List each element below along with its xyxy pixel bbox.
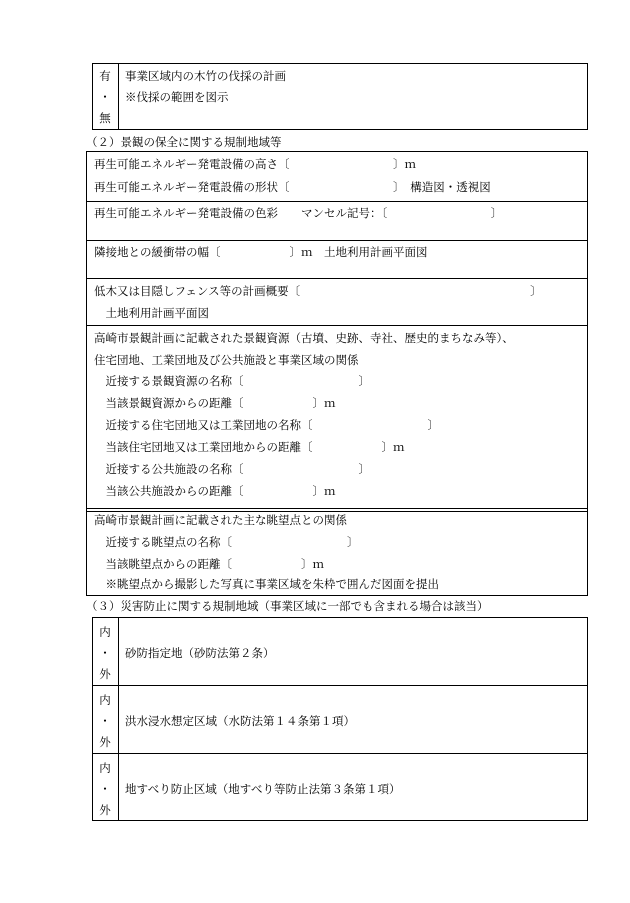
resource-line-1: 高崎市景観計画に記載された景観資源（古墳、史跡、寺社、歴史的まちなみ等）、 — [94, 331, 514, 345]
resource-line-7: 近接する公共施設の名称〔 〕 — [94, 462, 370, 476]
logging-mark-no: 無 — [99, 111, 111, 125]
landslide-area: 地すべり防止区域（地すべり等防止法第３条第１項） — [125, 782, 401, 796]
resource-line-2: 住宅団地、工業団地及び公共施設と事業区域の関係 — [94, 353, 359, 367]
sabo-mark-dot: ・ — [99, 646, 111, 660]
resource-line-5: 近接する住宅団地又は工業団地の名称〔 〕 — [94, 418, 439, 432]
landslide-mark-in: 内 — [99, 761, 111, 775]
sabo-mark-in: 内 — [99, 625, 111, 639]
logging-mark-yes: 有 — [99, 69, 111, 83]
flood-mark-dot: ・ — [99, 714, 111, 728]
equipment-color: 再生可能エネルギー発電設備の色彩 マンセル記号：〔 〕 — [94, 206, 503, 220]
logging-range-note: ※伐採の範囲を図示 — [125, 90, 229, 104]
viewpoint-line-2: 近接する眺望点の名称〔 〕 — [94, 535, 359, 549]
disaster-mark-divider — [118, 617, 119, 821]
flood-mark-out: 外 — [99, 735, 111, 749]
buffer-width: 隣接地との緩衝帯の幅〔 〕ｍ 土地利用計画平面図 — [94, 245, 428, 259]
landslide-mark-out: 外 — [99, 803, 111, 817]
flood-mark-in: 内 — [99, 693, 111, 707]
fence-plan: 低木又は目隠しフェンス等の計画概要〔 〕 — [94, 284, 542, 298]
flood-area: 洪水浸水想定区域（水防法第１４条第１項） — [125, 714, 355, 728]
equipment-shape: 再生可能エネルギー発電設備の形状〔 〕 構造図・透視図 — [94, 180, 491, 194]
resource-line-8: 当該公共施設からの距離〔 〕ｍ — [94, 484, 336, 498]
row-divider — [86, 240, 588, 241]
viewpoint-line-3: 当該眺望点からの距離〔 〕ｍ — [94, 557, 324, 571]
viewpoint-line-1: 高崎市景観計画に記載された主な眺望点との関係 — [94, 513, 347, 527]
row-divider — [92, 753, 588, 754]
row-divider — [92, 685, 588, 686]
viewpoint-line-4: ※眺望点から撮影した写真に事業区域を朱枠で囲んだ図面を提出 — [94, 577, 439, 591]
equipment-height: 再生可能エネルギー発電設備の高さ〔 〕ｍ — [94, 157, 416, 171]
logging-mark-dot: ・ — [99, 90, 111, 104]
row-divider — [86, 201, 588, 202]
row-divider — [86, 325, 588, 326]
sabo-mark-out: 外 — [99, 667, 111, 681]
fence-plan-drawing: 土地利用計画平面図 — [94, 306, 209, 320]
logging-mark-divider — [118, 63, 119, 130]
disaster-heading: （３）災害防止に関する規制地域（事業区域に一部でも含まれる場合は該当） — [86, 599, 489, 613]
logging-plan-text: 事業区域内の木竹の伐採の計画 — [125, 69, 286, 83]
sabo-area: 砂防指定地（砂防法第２条） — [125, 646, 275, 660]
resource-line-4: 当該景観資源からの距離〔 〕ｍ — [94, 396, 336, 410]
resource-line-3: 近接する景観資源の名称〔 〕 — [94, 374, 370, 388]
row-divider — [86, 278, 588, 279]
landslide-mark-dot: ・ — [99, 782, 111, 796]
resource-line-6: 当該住宅団地又は工業団地からの距離〔 〕ｍ — [94, 440, 405, 454]
landscape-heading: （２）景観の保全に関する規制地域等 — [86, 135, 282, 149]
